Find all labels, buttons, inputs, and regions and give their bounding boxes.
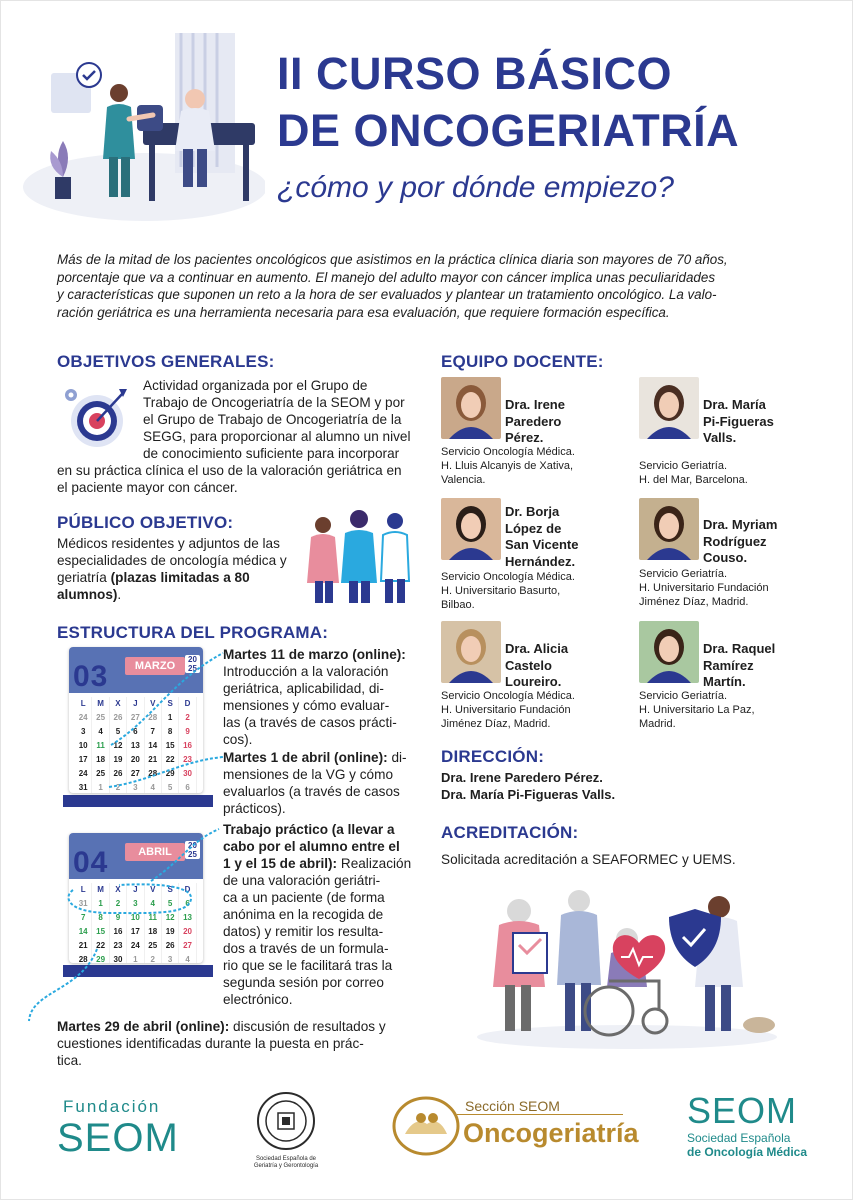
calendar-day: 1 (92, 897, 109, 911)
teacher-name-line: Pi-Figueras (703, 413, 774, 429)
calendar-day: 24 (75, 711, 92, 725)
text-line: ca a un paciente (de forma (223, 890, 385, 905)
calendar-day: 8 (92, 911, 109, 925)
intro-line: y características que suponen un reto a la hora de ser evaluados y plantear un tratamiento oncológico. La valo- (57, 287, 717, 302)
calendar-day: 10 (127, 911, 144, 925)
session-4-date: Martes 29 de abril (online): (57, 1019, 230, 1034)
teacher-name (703, 517, 777, 567)
calendar-week-row (75, 725, 197, 739)
calendar-day: 1 (92, 781, 109, 793)
calendar-week-row (75, 767, 197, 781)
course-subtitle: ¿cómo y por dónde empiezo? (277, 171, 674, 204)
session-4 (57, 1018, 419, 1069)
teacher-affiliation (639, 567, 769, 609)
equipo-heading: EQUIPO DOCENTE: (441, 352, 604, 371)
teacher-name-line: Paredero (505, 413, 562, 429)
text-line: segunda sesión por correo (223, 975, 384, 990)
text-line: mensiones de la VG y cómo (223, 767, 394, 782)
teacher-photo (639, 498, 699, 560)
calendar-march (63, 647, 213, 807)
publico-text (57, 535, 297, 603)
text-line: anónima en la recogida de (223, 907, 384, 922)
calendar-day: 25 (145, 939, 162, 953)
calendar-day: 11 (92, 739, 109, 753)
teacher-affiliation-line: Servicio Geriatría. (639, 568, 728, 580)
calendar-day: 24 (127, 939, 144, 953)
calendar-day: 28 (75, 953, 92, 963)
hands-emblem-icon (391, 1094, 461, 1158)
calendar-day: 2 (179, 711, 196, 725)
calendar-weekday: S (162, 883, 179, 897)
text-line: prácticos). (223, 801, 286, 816)
calendar-day: 11 (145, 911, 162, 925)
calendar-day: 6 (179, 781, 196, 793)
calendar-day: 19 (110, 753, 127, 767)
intro-paragraph (57, 251, 799, 321)
calendar-day: 7 (145, 725, 162, 739)
calendar-day: 2 (110, 781, 127, 793)
text-line: cos). (223, 732, 253, 747)
publico-heading: PÚBLICO OBJETIVO: (57, 513, 234, 532)
text-line: datos) y remitir los resulta- (223, 924, 384, 939)
seom-logo (687, 1091, 827, 1159)
calendar-day: 6 (179, 897, 196, 911)
calendar-day: 22 (92, 939, 109, 953)
teacher-affiliation-line: Madrid. (639, 718, 676, 730)
teacher-name-line: Ramírez (703, 657, 754, 673)
teacher-affiliation (639, 459, 748, 487)
teacher-photo (441, 498, 501, 560)
calendar-day: 15 (92, 925, 109, 939)
session-3-desc (223, 872, 419, 1008)
calendar-weekday: J (127, 883, 144, 897)
calendar-grid (75, 883, 197, 963)
session-3-title-line: cabo por el alumno entre el (223, 839, 400, 854)
calendar-day: 16 (110, 925, 127, 939)
calendar-weekday: V (145, 883, 162, 897)
calendar-day: 19 (162, 925, 179, 939)
calendar-month-number: 03 (73, 660, 109, 693)
seom-line-1: Sociedad Española (687, 1131, 791, 1145)
calendar-day: 12 (110, 739, 127, 753)
calendar-day: 1 (162, 711, 179, 725)
teacher-name-line: Valls. (703, 430, 737, 445)
calendar-day: 20 (179, 925, 196, 939)
teacher-photo (639, 377, 699, 439)
calendar-day: 17 (127, 925, 144, 939)
session-2 (223, 749, 419, 817)
calendar-grid (75, 697, 197, 793)
teacher-affiliation-line: Valencia. (441, 474, 486, 486)
session-3-title-bold: 1 y el 15 de abril): (223, 856, 338, 871)
calendar-day: 26 (162, 939, 179, 953)
fundacion-seom-label: SEOM (57, 1116, 179, 1160)
calendar-day: 21 (145, 753, 162, 767)
session-3-title-line: Trabajo práctico (a llevar a (223, 822, 395, 837)
calendar-base (63, 965, 213, 977)
calendar-year (185, 655, 200, 673)
calendar-day: 14 (145, 739, 162, 753)
calendar-weekday: X (110, 697, 127, 711)
calendar-day: 30 (110, 953, 127, 963)
calendar-weekday: D (179, 883, 196, 897)
seom-label: SEOM (687, 1090, 798, 1131)
logo-divider (457, 1114, 623, 1115)
session-2-date: Martes 1 de abril (online): (223, 750, 388, 765)
calendar-day: 25 (92, 711, 109, 725)
text-line: electrónico. (223, 992, 293, 1007)
objetivos-heading: OBJETIVOS GENERALES: (57, 352, 275, 371)
calendar-day: 7 (75, 911, 92, 925)
acreditacion-text: Solicitada acreditación a SEAFORMEC y UEMS. (441, 852, 736, 867)
teacher-affiliation-line: H. del Mar, Barcelona. (639, 474, 748, 486)
teacher-name (505, 641, 568, 691)
calendar-day: 21 (75, 939, 92, 953)
teacher-name-line: Martín. (703, 674, 746, 689)
calendar-day: 2 (110, 897, 127, 911)
calendar-day: 22 (162, 753, 179, 767)
teacher-affiliation-line: Servicio Oncología Médica. (441, 571, 575, 583)
calendar-week-row (75, 911, 197, 925)
calendar-day: 4 (145, 897, 162, 911)
calendar-day: 24 (75, 767, 92, 781)
teacher-affiliation-line: H. Universitario Fundación (441, 704, 571, 716)
calendar-week-row (75, 711, 197, 725)
calendar-month-number: 04 (73, 846, 109, 879)
teacher-name-line: Dra. María (703, 397, 766, 412)
calendar-weekday-row (75, 697, 197, 711)
direccion-names (441, 769, 615, 803)
calendar-day: 27 (179, 939, 196, 953)
session-1-date: Martes 11 de marzo (online): (223, 647, 406, 662)
segg-line-1: Sociedad Española de (255, 1156, 317, 1162)
text-line: geriátrica, aplicabilidad, di- (223, 681, 384, 696)
calendar-weekday-row (75, 883, 197, 897)
text-line: las (a través de casos prácti- (223, 715, 397, 730)
director-2: Dra. María Pi-Figueras Valls. (441, 787, 616, 802)
acreditacion-heading: ACREDITACIÓN: (441, 823, 579, 842)
calendar-day: 29 (92, 953, 109, 963)
calendar-day: 9 (179, 725, 196, 739)
calendar-week-row (75, 739, 197, 753)
teacher-name-line: Rodríguez (703, 533, 767, 549)
teacher-affiliation-line: H. Lluis Alcanyis de Xativa, (441, 460, 574, 472)
text-line: cuestiones identificadas durante la puesta en prác- (57, 1036, 364, 1051)
seccion-oncogeriatria-logo (391, 1094, 639, 1158)
publico-text-content: Médicos residentes y adjuntos de las especialidades de oncología médica y geriatría (57, 536, 287, 585)
teacher-affiliation-line: Bilbao. (441, 599, 475, 611)
director-1: Dra. Irene Paredero Pérez. (441, 770, 603, 785)
calendar-day: 31 (75, 897, 92, 911)
teacher-affiliation-line: Servicio Geriatría. (639, 460, 728, 472)
teacher-name (505, 397, 565, 447)
calendar-year-top: 20 (188, 655, 197, 664)
calendar-day: 10 (75, 739, 92, 753)
calendar-day: 1 (127, 953, 144, 963)
segg-logo (241, 1091, 331, 1170)
calendar-weekday: S (162, 697, 179, 711)
calendar-day: 4 (179, 953, 196, 963)
intro-line: ración geriátrica es una herramienta necesaria para esa evaluación, que requiere formación específica. (57, 304, 670, 320)
calendar-day: 17 (75, 753, 92, 767)
calendar-week-row (75, 953, 197, 963)
session-2-desc (223, 766, 419, 817)
publico-plazas: (plazas limitadas a 80 alumnos) (57, 570, 250, 602)
calendar-day: 26 (110, 767, 127, 781)
session-2-first: di- (387, 750, 407, 765)
teacher-affiliation-line: H. Universitario La Paz, (639, 704, 755, 716)
estructura-heading: ESTRUCTURA DEL PROGRAMA: (57, 623, 329, 642)
teacher-name (505, 504, 578, 570)
text-line: mensiones y cómo evaluar- (223, 698, 390, 713)
teacher-affiliation (441, 570, 575, 612)
text-line: rio que se le facilitará tras la (223, 958, 393, 973)
calendar-day: 9 (110, 911, 127, 925)
session-3-first: Realización (337, 856, 412, 871)
teacher-affiliation (441, 689, 575, 731)
objetivos-text-content: Actividad organizada por el Grupo de Trabajo de Oncogeriatría de la SEOM y por el Grupo de Trabajo de Oncogeriatría de la SEGG, para proporcionar al alumno un nivel de conocimiento suficiente para incorporar en su práctica clínica el uso de la valoración geriátrica en el paciente mayor con cáncer. (57, 378, 411, 495)
segg-line-2: Geriatría y Gerontología (253, 1163, 319, 1169)
teacher-affiliation-line: Servicio Oncología Médica. (441, 690, 575, 702)
teacher-name-line: Dr. Borja (505, 504, 560, 519)
calendar-day: 3 (162, 953, 179, 963)
direccion-heading: DIRECCIÓN: (441, 747, 545, 766)
calendar-weekday: D (179, 697, 196, 711)
title-line-2: DE ONCOGERIATRÍA (277, 105, 740, 156)
calendar-month-name: MARZO (125, 657, 185, 675)
teacher-name-line: Couso. (703, 550, 748, 565)
calendar-weekday: L (75, 883, 92, 897)
calendar-day: 26 (110, 711, 127, 725)
calendar-weekday: X (110, 883, 127, 897)
teacher-name-line: Castelo (505, 657, 552, 673)
publico-end: . (117, 587, 122, 602)
teacher-name (703, 641, 775, 691)
calendar-day: 18 (92, 753, 109, 767)
calendar-week-row (75, 939, 197, 953)
calendar-day: 15 (162, 739, 179, 753)
teacher-name-line: Dra. Irene (505, 397, 565, 412)
calendar-week-row (75, 925, 197, 939)
fundacion-seom-logo (57, 1097, 197, 1159)
calendar-day: 20 (127, 753, 144, 767)
calendar-base (63, 795, 213, 807)
session-1-desc (223, 663, 419, 748)
elderly-group-illustration (469, 881, 785, 1051)
calendar-year (185, 841, 200, 859)
doctor-patient-illustration (15, 27, 265, 227)
calendar-week-row (75, 753, 197, 767)
teacher-affiliation (441, 445, 575, 487)
calendar-day: 14 (75, 925, 92, 939)
calendar-day: 2 (145, 953, 162, 963)
teacher-affiliation (639, 689, 755, 731)
text-line: evaluarlos (a través de casos (223, 784, 400, 799)
calendar-weekday: M (92, 697, 109, 711)
course-title (277, 45, 739, 159)
calendar-day: 3 (127, 897, 144, 911)
teacher-affiliation-line: H. Universitario Fundación (639, 582, 769, 594)
medical-staff-illustration (301, 501, 419, 605)
calendar-day: 3 (127, 781, 144, 793)
calendar-weekday: V (145, 697, 162, 711)
calendar-year-bottom: 25 (188, 850, 197, 859)
calendar-day: 23 (179, 753, 196, 767)
seccion-label: Sección SEOM (465, 1098, 560, 1114)
teacher-photo (441, 621, 501, 683)
text-line: de una valoración geriátri- (223, 873, 381, 888)
teacher-name-line: Loureiro. (505, 674, 562, 689)
intro-line: porcentaje que va a continuar en aumento. El manejo del adulto mayor con cáncer implica unas peculiaridades (57, 269, 716, 285)
calendar-day: 13 (127, 739, 144, 753)
session-1 (223, 646, 419, 748)
session-3 (223, 821, 419, 1008)
teacher-name-line: Pérez. (505, 430, 544, 445)
calendar-day: 18 (145, 925, 162, 939)
calendar-weekday: L (75, 697, 92, 711)
teacher-photo (441, 377, 501, 439)
calendar-day: 23 (110, 939, 127, 953)
calendar-day: 30 (179, 767, 196, 781)
calendar-day: 13 (179, 911, 196, 925)
calendar-year-top: 20 (188, 841, 197, 850)
teacher-name-line: San Vicente (505, 537, 579, 552)
text-line: Introducción a la valoración (223, 664, 389, 679)
teacher-affiliation-line: Servicio Geriatría. (639, 690, 728, 702)
calendar-week-row (75, 781, 197, 793)
teacher-name-line: Dra. Alicia (505, 641, 569, 656)
teacher-name-line: Dra. Myriam (703, 517, 778, 532)
calendar-day: 27 (127, 711, 144, 725)
calendar-day: 5 (162, 781, 179, 793)
teacher-affiliation-line: H. Universitario Basurto, (441, 585, 561, 597)
calendar-day: 16 (179, 739, 196, 753)
session-4-first: discusión de resultados y (229, 1019, 386, 1034)
teacher-name (703, 397, 774, 447)
teacher-photo (639, 621, 699, 683)
calendar-april (63, 833, 213, 993)
session-3-title-line (223, 855, 419, 872)
calendar-day: 3 (75, 725, 92, 739)
seom-line-2: de Oncología Médica (687, 1145, 808, 1159)
calendar-day: 27 (127, 767, 144, 781)
calendar-day: 28 (145, 711, 162, 725)
teacher-affiliation-line: Jiménez Díaz, Madrid. (441, 718, 551, 730)
calendar-year-bottom: 25 (188, 664, 197, 673)
teacher-name-line: Hernández. (505, 553, 576, 569)
calendar-day: 25 (92, 767, 109, 781)
fundacion-label: Fundación (63, 1097, 161, 1116)
teacher-name-line: López de (505, 520, 562, 536)
objetivos-text (57, 377, 413, 496)
calendar-card (69, 647, 203, 793)
segg-seal-icon (256, 1091, 316, 1151)
session-4-desc (57, 1035, 419, 1069)
text-line: tica. (57, 1053, 82, 1068)
calendar-day: 8 (162, 725, 179, 739)
calendar-day: 5 (110, 725, 127, 739)
calendar-weekday: M (92, 883, 109, 897)
calendar-day: 4 (145, 781, 162, 793)
calendar-day: 12 (162, 911, 179, 925)
calendar-day: 28 (145, 767, 162, 781)
calendar-week-row (75, 897, 197, 911)
intro-line: Más de la mitad de los pacientes oncológicos que asistimos en la práctica clínica diaria son mayores de 70 años, (57, 252, 728, 267)
calendar-day: 29 (162, 767, 179, 781)
calendar-month-name: ABRIL (125, 843, 185, 861)
calendar-day: 6 (127, 725, 144, 739)
text-line: dos a través de un formula- (223, 941, 389, 956)
teacher-affiliation-line: Jiménez Díaz, Madrid. (639, 596, 749, 608)
session-3-title (223, 821, 419, 872)
calendar-day: 5 (162, 897, 179, 911)
teacher-name-line: Dra. Raquel (703, 641, 776, 656)
title-line-1: II CURSO BÁSICO (277, 48, 673, 99)
calendar-card (69, 833, 203, 963)
calendar-day: 4 (92, 725, 109, 739)
calendar-day: 31 (75, 781, 92, 793)
oncogeriatria-label: Oncogeriatría (463, 1118, 639, 1148)
calendar-weekday: J (127, 697, 144, 711)
teacher-affiliation-line: Servicio Oncología Médica. (441, 446, 575, 458)
